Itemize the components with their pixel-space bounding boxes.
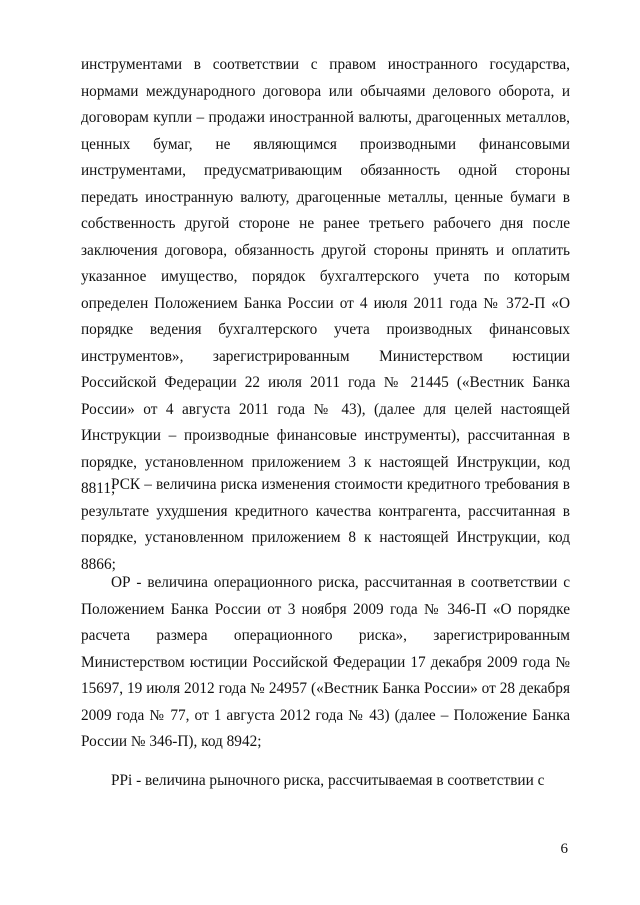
page-number: 6 xyxy=(560,841,568,857)
paragraph-operational-risk: ОР - величина операционного риска, рассчитанная в соответствии с Положением Банка России от 3 ноября 2009 года № 346-П «О порядке расчета размера операционного риска», зарегистрированным Министерством юстиции Российской Федерации 17 декабря 2009 года № 15697, 19 июля 2012 года № 24957 («Вестник Банка России» от 28 декабря 2009 года № 77, от 1 августа 2012 года № 43) (далее – Положение Банка России № 346-П), код 8942; xyxy=(81,574,570,750)
paragraph-rsk: РСК – величина риска изменения стоимости кредитного требования в результате ухудшения кредитного качества контрагента, рассчитанная в порядке, установленном приложением 8 к настоящей Инструкции, код 8866; xyxy=(81,476,570,573)
paragraph-derivatives: инструментами в соответствии с правом иностранного государства, нормами международного договора или обычаями делового оборота, и договорам купли – продажи иностранной валюты, драгоценных металлов, ценных бумаг, не являющимся производными финансовыми инструментами, предусматривающим обязанность одной стороны передать иностранную валюту, драгоценные металлы, ценные бумаги в собственность другой стороне не ранее третьего рабочего дня после заключения договора, обязанность другой стороны принять и оплатить указанное имущество, порядок бухгалтерского учета по которым определен Положением Банка России от 4 июля 2011 года № 372-П «О порядке ведения бухгалтерского учета производных финансовых инструментов», зарегистрированным Министерством юстиции Российской Федерации 22 июля 2011 года № 21445 («Вестник Банка России» от 4 августа 2011 года № 43), (далее для целей настоящей Инструкции – производные финансовые инструменты), рассчитанная в порядке, установленном приложением 3 к настоящей Инструкции, код 8811; xyxy=(81,56,570,497)
paragraph-market-risk: РРi - величина рыночного риска, рассчитываемая в соответствии с xyxy=(111,772,545,789)
